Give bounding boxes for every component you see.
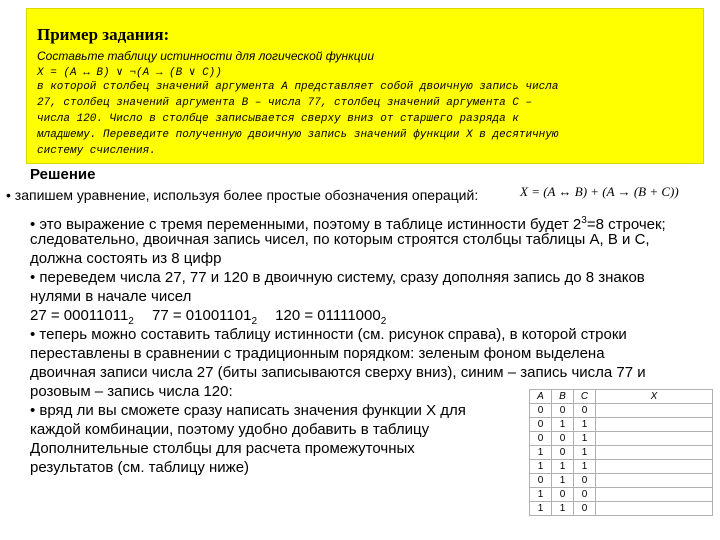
solution-line-9: переставлены в сравнении с традиционным порядком: зеленым фоном выделена	[30, 345, 605, 362]
table-row	[530, 446, 713, 460]
header-c: C	[574, 390, 596, 404]
cell-x	[596, 460, 713, 474]
truth-table	[529, 389, 713, 516]
binary-120-base: 2	[380, 316, 387, 327]
cell-a: 1	[530, 446, 552, 460]
cell-a: 1	[530, 460, 552, 474]
solution-line-4: должна состоять из 8 цифр	[30, 250, 222, 267]
solution-line-5: • переведем числа 27, 77 и 120 в двоичную систему, сразу дополняя запись до 8 знаков	[30, 269, 645, 286]
cell-c: 1	[574, 432, 596, 446]
table-row	[530, 502, 713, 516]
cell-c: 1	[574, 460, 596, 474]
cell-x	[596, 432, 713, 446]
cell-c: 0	[574, 502, 596, 516]
cell-x	[596, 488, 713, 502]
task-title: Пример задания:	[37, 25, 170, 44]
cell-c: 1	[574, 418, 596, 432]
header-a: A	[530, 390, 552, 404]
solution-line-14: Дополнительные столбцы для расчета промежуточных	[30, 440, 415, 457]
table-row	[530, 460, 713, 474]
header-x: X	[596, 390, 713, 404]
task-line-4: 27, столбец значений аргумента В – числа 77, столбец значений аргумента С –	[37, 97, 533, 109]
cell-x	[596, 474, 713, 488]
task-box	[26, 8, 704, 164]
table-row	[530, 432, 713, 446]
cell-b: 0	[552, 404, 574, 418]
solution-line-1: • запишем уравнение, используя более простые обозначения операций:	[6, 187, 479, 203]
cell-b: 0	[552, 488, 574, 502]
cell-b: 1	[552, 502, 574, 516]
solution-line-11: розовым – запись числа 120:	[30, 383, 233, 400]
cell-b: 1	[552, 474, 574, 488]
task-line-6: младшему. Переведите полученную двоичную запись значений функции X в десятичную	[37, 129, 559, 141]
solution-line-2-text: • это выражение с тремя переменными, поэтому в таблице истинности будет 2	[30, 216, 582, 233]
cell-a: 0	[530, 474, 552, 488]
cell-x	[596, 404, 713, 418]
cell-b: 0	[552, 432, 574, 446]
header-b: B	[552, 390, 574, 404]
solution-line-13: каждой комбинации, поэтому удобно добавить в таблицу	[30, 421, 430, 438]
table-row	[530, 488, 713, 502]
solution-line-10: двоичная записи числа 27 (биты записываются сверху вниз), синим – запись числа 77 и	[30, 364, 646, 381]
power-exponent: 3	[581, 215, 587, 226]
table-row	[530, 474, 713, 488]
cell-c: 1	[574, 446, 596, 460]
cell-a: 0	[530, 418, 552, 432]
formula: X = (A ↔ B) + (A → (B + C))	[520, 184, 679, 199]
binary-27-base: 2	[128, 316, 134, 327]
cell-x	[596, 446, 713, 460]
cell-a: 0	[530, 432, 552, 446]
cell-b: 1	[552, 418, 574, 432]
solution-line-2-end: =8 строчек;	[586, 216, 666, 233]
solution-line-3: следовательно, двоичная запись чисел, по которым строятся столбцы таблицы А, В и С,	[30, 231, 650, 248]
cell-a: 1	[530, 488, 552, 502]
cell-x	[596, 418, 713, 432]
binary-77-base: 2	[251, 316, 257, 327]
task-line-5: числа 120. Число в столбце записывается сверху вниз от старшего разряда к	[37, 113, 519, 125]
task-line-1: Составьте таблицу истинности для логической функции	[37, 49, 374, 63]
binary-27: 27 = 00011011	[30, 307, 129, 324]
task-line-2: X = (A ↔ B) ∨ ¬(A → (B ∨ C))	[37, 67, 222, 79]
cell-b: 1	[552, 460, 574, 474]
solution-title: Решение	[30, 166, 96, 183]
solution-line-15: результатов (см. таблицу ниже)	[30, 459, 250, 476]
binary-120: 120 = 01111000	[275, 307, 381, 324]
table-row	[530, 404, 713, 418]
solution-line-12: • вряд ли вы сможете сразу написать значения функции X для	[30, 402, 466, 419]
task-line-7: систему счисления.	[37, 145, 156, 157]
cell-a: 1	[530, 502, 552, 516]
cell-x	[596, 502, 713, 516]
truth-table-header-row	[530, 390, 713, 404]
cell-c: 0	[574, 488, 596, 502]
cell-c: 0	[574, 404, 596, 418]
cell-a: 0	[530, 404, 552, 418]
cell-c: 0	[574, 474, 596, 488]
solution-line-6: нулями в начале чисел	[30, 288, 192, 305]
binary-77: 77 = 01001101	[152, 307, 252, 324]
solution-line-8: • теперь можно составить таблицу истинности (см. рисунок справа), в которой строки	[30, 326, 627, 343]
cell-b: 0	[552, 446, 574, 460]
table-row	[530, 418, 713, 432]
task-line-3: в которой столбец значений аргумента А представляет собой двоичную запись числа	[37, 81, 559, 93]
